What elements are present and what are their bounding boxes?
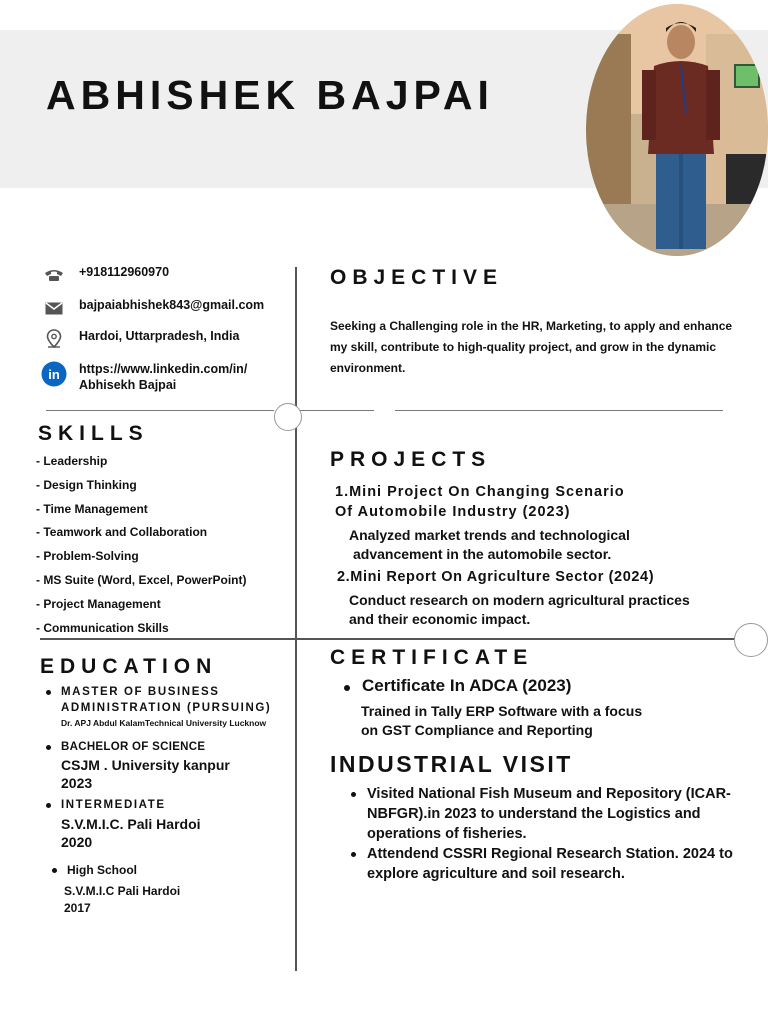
education-item-mba <box>46 684 271 728</box>
bullet <box>351 852 356 857</box>
contact-location <box>40 328 239 350</box>
divider-left-1 <box>46 410 274 411</box>
objective-text: Seeking a Challenging role in the HR, Marketing, to apply and enhance my skill, contribute to high-quality project, and grow in the dynamic environment. <box>330 319 733 375</box>
bullet <box>46 803 51 808</box>
bullet <box>46 690 51 695</box>
degree-line: ADMINISTRATION (PURSUING) <box>61 702 272 714</box>
project-item-1 <box>335 482 625 522</box>
bullet <box>46 745 51 750</box>
bullet <box>344 685 350 691</box>
projects-title: PROJECTS <box>330 448 492 471</box>
skill-item: - Project Management <box>36 596 161 611</box>
linkedin-url-line1[interactable]: https://www.linkedin.com/in/ <box>79 362 248 376</box>
contact-email <box>40 297 264 319</box>
industrial-visit-title: INDUSTRIAL VISIT <box>330 751 573 777</box>
bullet <box>351 792 356 797</box>
degree: BACHELOR OF SCIENCE <box>61 741 206 753</box>
project-desc-line: Analyzed market trends and technological <box>349 527 630 543</box>
certificate-title: CERTIFICATE <box>330 646 534 669</box>
envelope-icon <box>40 297 68 319</box>
divider-circle-2 <box>734 623 768 657</box>
project-desc-1 <box>349 526 630 564</box>
location-text: Hardoi, Uttarpradesh, India <box>79 329 240 343</box>
year: 2020 <box>61 834 93 850</box>
skill-item: - Teamwork and Collaboration <box>36 525 208 540</box>
skills-list <box>36 452 246 642</box>
education-item-highschool <box>52 862 180 917</box>
skill-item: - Leadership <box>36 454 108 468</box>
year: 2023 <box>61 775 93 791</box>
certificate-desc-line: on GST Compliance and Reporting <box>361 722 593 738</box>
certificate-heading: Certificate In ADCA (2023) <box>362 676 572 695</box>
bullet <box>52 868 57 873</box>
contact-linkedin <box>40 360 247 393</box>
education-item-bsc <box>46 739 230 792</box>
divider-circle-1 <box>274 403 302 431</box>
skill-item: - Design Thinking <box>36 477 137 492</box>
profile-photo <box>586 4 768 256</box>
skill-item: - Time Management <box>36 501 148 516</box>
contact-phone <box>40 264 169 286</box>
institution: Dr. APJ Abdul KalamTechnical University Lucknow <box>61 718 267 728</box>
project-title-line: 1.Mini Project On Changing Scenario <box>335 484 625 500</box>
project-desc-2 <box>349 591 690 629</box>
skill-item: - Communication Skills <box>36 620 169 635</box>
industrial-visit-item <box>348 844 733 884</box>
project-title-line: Of Automobile Industry (2023) <box>335 504 571 520</box>
industrial-visit-text: Visited National Fish Museum and Repository (ICAR-NBFGR).in 2023 to understand the Logistics and operations of fisheries. <box>367 786 731 842</box>
industrial-visit-item <box>348 784 733 844</box>
institution: S.V.M.I.C. Pali Hardoi <box>61 816 201 832</box>
objective-title: OBJECTIVE <box>330 266 504 289</box>
education-title: EDUCATION <box>40 655 218 678</box>
degree: High School <box>67 863 137 877</box>
phone-icon <box>40 264 68 286</box>
phone-number[interactable]: +918112960970 <box>79 265 170 279</box>
industrial-visit-list <box>348 784 733 884</box>
education-item-intermediate <box>46 797 201 851</box>
institution: CSJM . University kanpur <box>61 757 230 773</box>
skill-item: - Problem-Solving <box>36 549 139 564</box>
certificate-item <box>344 676 571 696</box>
skill-item: - MS Suite (Word, Excel, PowerPoint) <box>36 572 247 587</box>
certificate-desc <box>361 702 642 740</box>
linkedin-link[interactable] <box>79 361 247 393</box>
project-desc-line: advancement in the automobile sector. <box>353 546 612 562</box>
year: 2017 <box>64 901 91 915</box>
location-pin-icon <box>40 328 68 350</box>
candidate-name: ABHISHEK BAJPAI <box>46 72 494 118</box>
linkedin-url-line2[interactable]: Abhisekh Bajpai <box>79 378 177 392</box>
degree-line: MASTER OF BUSINESS <box>61 686 220 698</box>
industrial-visit-text: Attendend CSSRI Regional Research Station. 2024 to explore agriculture and soil research. <box>367 846 733 882</box>
project-desc-line: Conduct research on modern agricultural practices <box>349 592 690 608</box>
svg-text:in: in <box>48 367 60 382</box>
email-address[interactable]: bajpaiabhishek843@gmail.com <box>79 298 265 312</box>
institution: S.V.M.I.C Pali Hardoi <box>64 884 181 898</box>
divider-right-1b <box>395 410 723 411</box>
linkedin-icon <box>40 360 68 388</box>
divider-right-1a <box>300 410 374 411</box>
vertical-divider <box>295 267 297 971</box>
project-title-2: 2.Mini Report On Agriculture Sector (2024) <box>337 569 655 585</box>
project-desc-line: and their economic impact. <box>349 611 531 627</box>
skills-title: SKILLS <box>38 422 149 445</box>
certificate-desc-line: Trained in Tally ERP Software with a focus <box>361 703 643 719</box>
degree: INTERMEDIATE <box>61 799 166 811</box>
